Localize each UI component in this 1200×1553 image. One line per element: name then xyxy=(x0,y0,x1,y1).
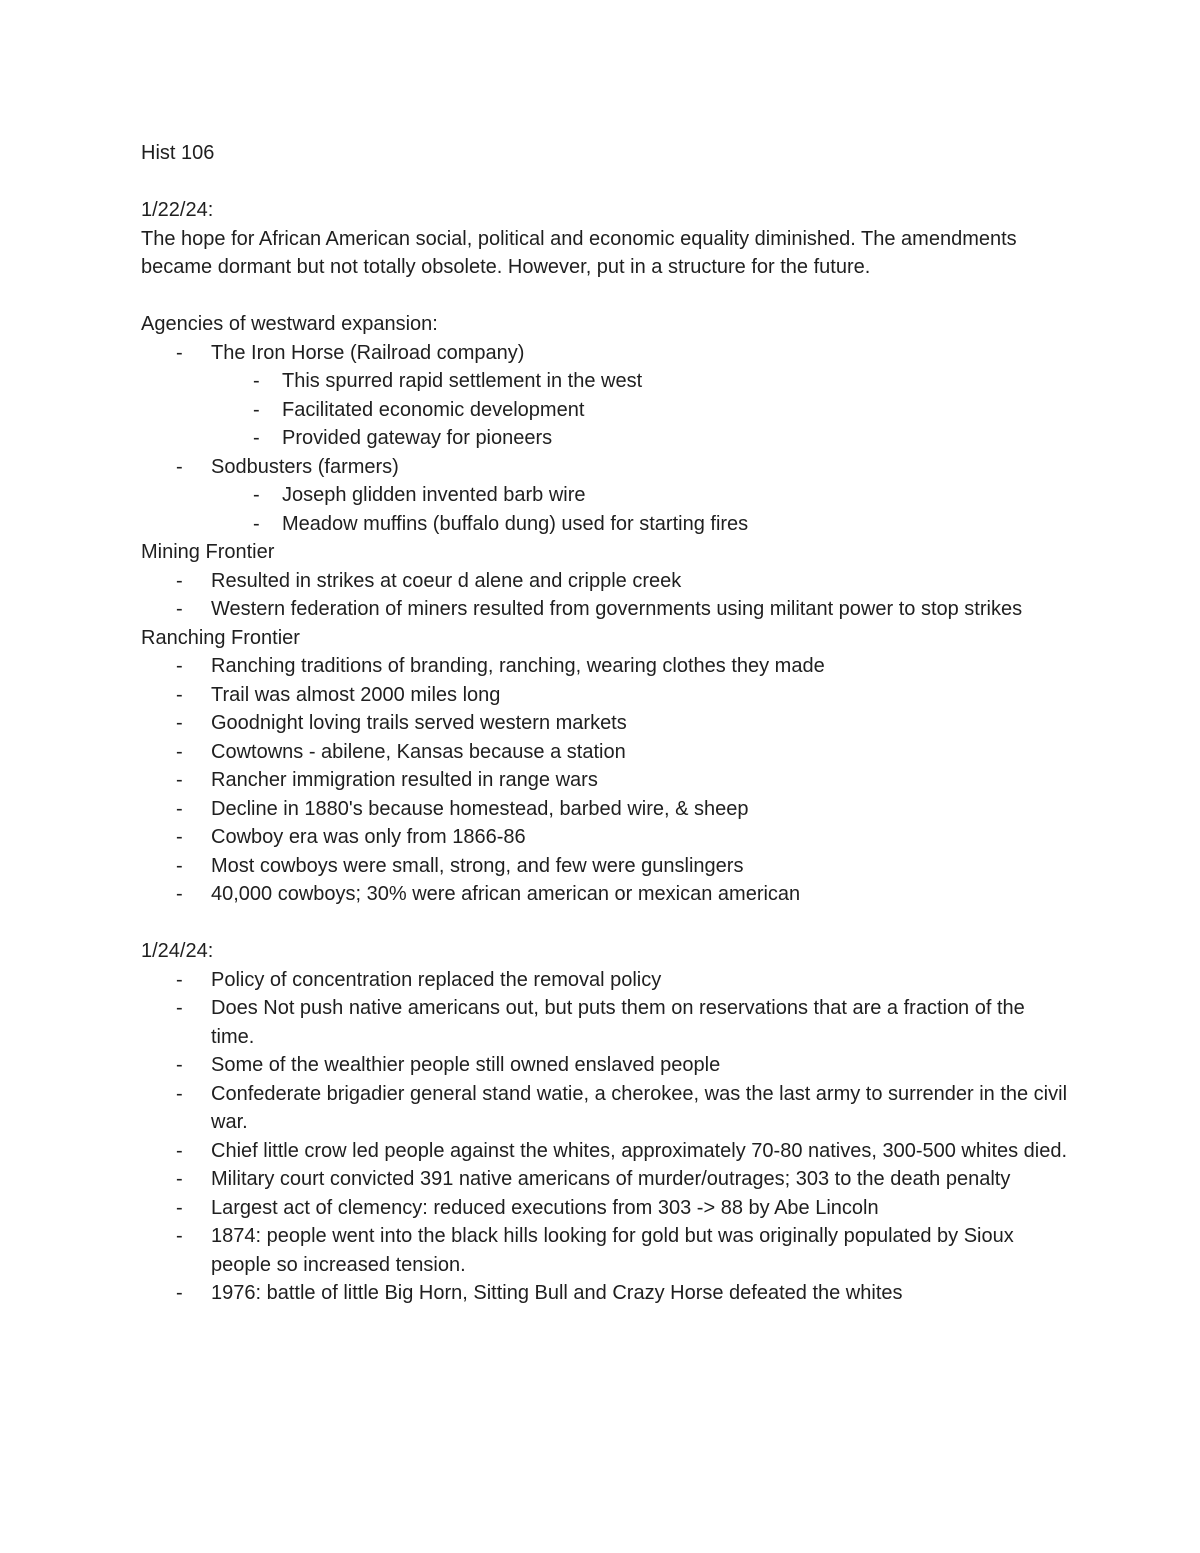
list-item-text: Meadow muffins (buffalo dung) used for starting fires xyxy=(282,512,749,535)
bullet-dash: - xyxy=(176,1139,183,1162)
list-item xyxy=(141,652,1071,681)
list-item-text: Most cowboys were small, strong, and few were gunslingers xyxy=(211,854,744,877)
list-item xyxy=(141,738,1071,767)
list-item xyxy=(141,795,1071,824)
bullet-dash: - xyxy=(176,1054,183,1076)
sub-list-item xyxy=(141,396,1071,425)
list-item xyxy=(141,966,1071,995)
list-item-text: Decline in 1880's because homestead, barbed wire, & sheep xyxy=(211,797,749,820)
list-item xyxy=(141,1051,1071,1080)
list-item xyxy=(141,709,1071,738)
list-item-text: 40,000 cowboys; 30% were african american or mexican american xyxy=(211,883,801,905)
bullet-dash: - xyxy=(176,968,183,991)
bullet-dash: - xyxy=(176,997,183,1019)
list-item xyxy=(141,595,1071,624)
list-item xyxy=(141,1194,1071,1223)
section-heading: Mining Frontier xyxy=(141,541,275,563)
section-heading: Ranching Frontier xyxy=(141,626,300,649)
list-item xyxy=(141,1080,1071,1137)
date-heading: 1/22/24: xyxy=(141,199,214,221)
list-item-text: Goodnight loving trails served western markets xyxy=(211,712,627,734)
bullet-dash: - xyxy=(253,427,260,449)
sub-list-item xyxy=(141,510,1071,539)
list-item-text: Largest act of clemency: reduced executions from 303 -> 88 by Abe Lincoln xyxy=(211,1196,879,1219)
sub-list-item xyxy=(141,367,1071,396)
list-item-text: Western federation of miners resulted from governments using militant power to stop strikes xyxy=(211,598,1023,620)
list-item xyxy=(141,994,1071,1051)
spacer xyxy=(141,909,1071,938)
list-item xyxy=(141,1137,1071,1166)
date-heading: 1/24/24: xyxy=(141,940,214,962)
bullet-dash: - xyxy=(176,712,183,734)
list-item-text: Cowtowns - abilene, Kansas because a station xyxy=(211,740,626,763)
list-item-text: 1874: people went into the black hills looking for gold but was originally populated by Sioux people so increased tension. xyxy=(211,1225,1014,1276)
bullet-dash: - xyxy=(176,1168,183,1190)
bullet-dash: - xyxy=(176,569,183,592)
bullet-dash: - xyxy=(176,598,183,620)
bullet-dash: - xyxy=(253,512,260,535)
list-item-text: Chief little crow led people against the whites, approximately 70-80 natives, 300-500 whites died. xyxy=(211,1139,1068,1162)
list-item xyxy=(141,681,1071,710)
document-title: Hist 106 xyxy=(141,142,215,164)
bullet-dash: - xyxy=(176,1082,183,1105)
list-item-text: Rancher immigration resulted in range wars xyxy=(211,769,598,791)
list-item xyxy=(141,1279,1071,1308)
list-item-text: Cowboy era was only from 1866-86 xyxy=(211,826,526,848)
sub-list-item xyxy=(141,424,1071,453)
list-item xyxy=(141,453,1071,482)
list-item xyxy=(141,567,1071,596)
bullet-dash: - xyxy=(176,341,183,364)
bullet-dash: - xyxy=(176,797,183,820)
bullet-dash: - xyxy=(253,484,260,506)
list-item-text: Trail was almost 2000 miles long xyxy=(211,683,501,706)
bullet-dash: - xyxy=(176,854,183,877)
sub-list-item xyxy=(141,481,1071,510)
list-item-text: Policy of concentration replaced the removal policy xyxy=(211,968,662,991)
spacer xyxy=(141,282,1071,311)
bullet-dash: - xyxy=(176,655,183,677)
intro-paragraph: The hope for African American social, political and economic equality diminished. The amendments became dormant but not totally obsolete. However, put in a structure for the future. xyxy=(141,227,1017,278)
bullet-dash: - xyxy=(176,740,183,763)
bullet-dash: - xyxy=(176,683,183,706)
document-page xyxy=(141,139,1071,1308)
bullet-dash: - xyxy=(176,455,183,478)
list-item-text: Does Not push native americans out, but puts them on reservations that are a fraction of the time. xyxy=(211,997,1025,1048)
list-item-text: This spurred rapid settlement in the west xyxy=(282,370,643,392)
list-item-text: Facilitated economic development xyxy=(282,398,585,421)
list-item xyxy=(141,339,1071,368)
bullet-dash: - xyxy=(176,769,183,791)
bullet-dash: - xyxy=(176,883,183,905)
bullet-dash: - xyxy=(253,398,260,421)
list-item-text: Resulted in strikes at coeur d alene and cripple creek xyxy=(211,569,682,592)
list-item-text: 1976: battle of little Big Horn, Sitting Bull and Crazy Horse defeated the whites xyxy=(211,1282,903,1304)
list-item-text: Military court convicted 391 native americans of murder/outrages; 303 to the death penalty xyxy=(211,1168,1011,1190)
bullet-dash: - xyxy=(176,1282,183,1304)
list-item xyxy=(141,823,1071,852)
list-item xyxy=(141,1222,1071,1279)
list-item-text: The Iron Horse (Railroad company) xyxy=(211,341,525,364)
list-item-text: Joseph glidden invented barb wire xyxy=(282,484,586,506)
bullet-dash: - xyxy=(176,826,183,848)
list-item-text: Provided gateway for pioneers xyxy=(282,427,553,449)
list-item xyxy=(141,1165,1071,1194)
list-item-text: Ranching traditions of branding, ranching, wearing clothes they made xyxy=(211,655,825,677)
bullet-dash: - xyxy=(176,1225,183,1247)
bullet-dash: - xyxy=(176,1196,183,1219)
spacer xyxy=(141,168,1071,197)
bullet-dash: - xyxy=(253,370,260,392)
list-item-text: Some of the wealthier people still owned enslaved people xyxy=(211,1054,721,1076)
list-item xyxy=(141,766,1071,795)
section-heading: Agencies of westward expansion: xyxy=(141,313,438,335)
list-item xyxy=(141,852,1071,881)
list-item xyxy=(141,880,1071,909)
list-item-text: Confederate brigadier general stand watie, a cherokee, was the last army to surrender in the civil war. xyxy=(211,1082,1068,1133)
list-item-text: Sodbusters (farmers) xyxy=(211,455,399,478)
